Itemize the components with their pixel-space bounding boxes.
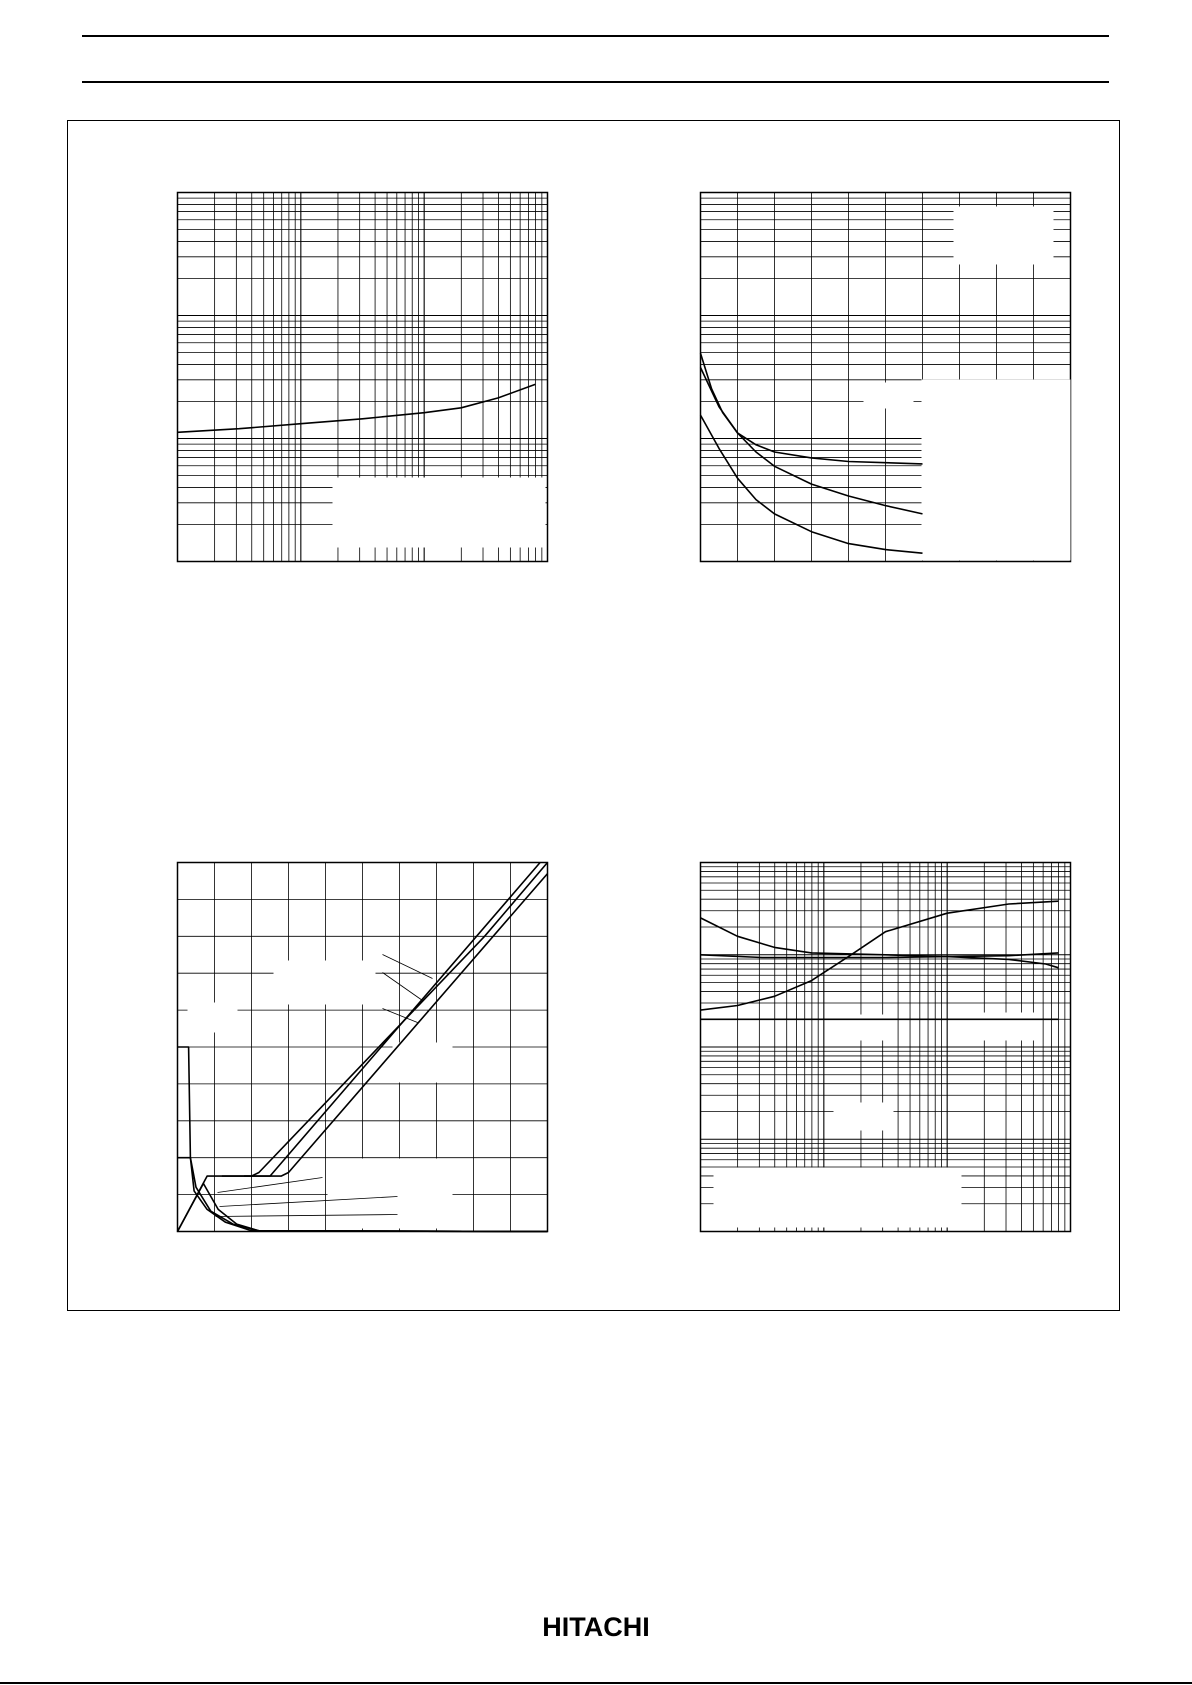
chart-2	[700, 192, 1071, 562]
chart-1	[177, 192, 548, 562]
annotation-box	[834, 1103, 894, 1131]
annotation-box	[864, 383, 914, 409]
plot-area	[178, 863, 548, 1232]
annotation-box	[188, 1003, 238, 1033]
plot-area	[701, 193, 1071, 562]
leader-line	[383, 973, 423, 1001]
chart-4	[700, 862, 1071, 1232]
legend-box	[333, 478, 546, 548]
header-rule-bottom	[82, 81, 1109, 83]
legend-box	[714, 1168, 962, 1228]
legend-box	[954, 207, 1054, 265]
chart-3	[177, 862, 548, 1232]
annotation-box	[328, 1159, 453, 1229]
series-line	[244, 874, 547, 1177]
series-line	[701, 918, 1059, 968]
plot-area	[701, 863, 1071, 1232]
brand-logo: HITACHI	[542, 1612, 650, 1642]
leader-line	[383, 955, 433, 979]
legend-box	[922, 380, 1071, 561]
leader-line	[218, 1178, 323, 1193]
plot-area	[178, 193, 548, 562]
annotation-box	[844, 1015, 886, 1041]
annotation-box	[960, 1013, 1040, 1041]
series-line	[222, 863, 540, 1177]
header-rule-top	[82, 35, 1109, 37]
annotation-box	[393, 1043, 453, 1083]
annotation-box	[274, 961, 376, 1005]
footer-rule	[0, 1682, 1192, 1684]
series-line	[178, 384, 536, 432]
